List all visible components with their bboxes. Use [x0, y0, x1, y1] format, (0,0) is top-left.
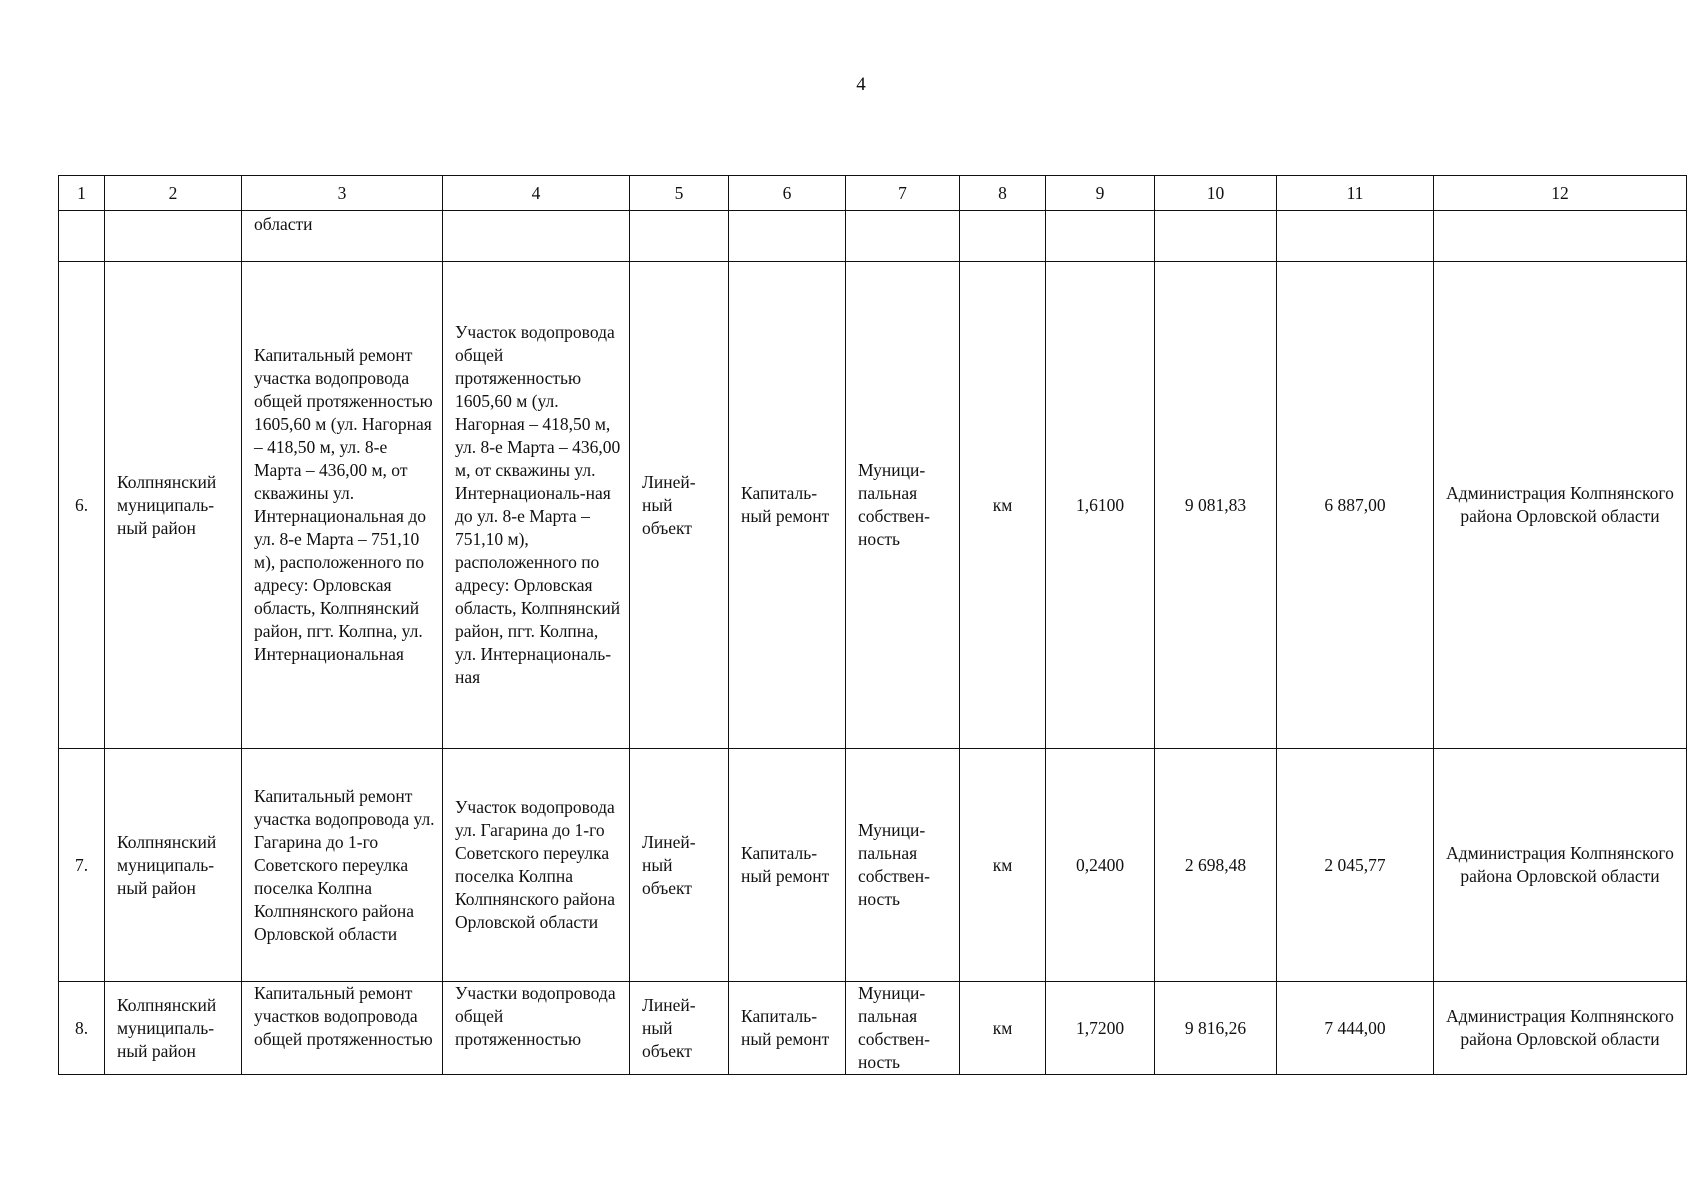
work-type-cell: Капиталь-ный ремонт [729, 262, 846, 749]
municipality-cell: Колпнянский муниципаль-ный район [105, 262, 242, 749]
object-cell: Участок водопровода общей протяженностью 1605,60 м (ул. Нагорная – 418,50 м, ул. 8-е Марта – 436,00 м, от скважины ул. Интернациональ-ная до ул. 8-е Марта – 751,10 м), расположенного по адресу: Орловская область, Колпнянский район, пгт. Колпна, ул. Интернациональ-ная [443, 262, 630, 749]
row-number: 7. [59, 749, 105, 982]
registry-table [58, 175, 1687, 1075]
table-row [59, 262, 1687, 749]
ownership-cell: Муници-пальная собствен-ность [846, 262, 960, 749]
column-number: 7 [846, 176, 960, 211]
cost-part-cell: 2 045,77 [1277, 749, 1434, 982]
table-row [59, 982, 1687, 1075]
customer-cell: Администрация Колпнянского района Орловской области [1434, 982, 1687, 1075]
column-number: 6 [729, 176, 846, 211]
column-number: 2 [105, 176, 242, 211]
cost-part-cell: 7 444,00 [1277, 982, 1434, 1075]
event-cell: Капитальный ремонт участков водопровода общей протяженностью [242, 982, 443, 1075]
object-type-cell: Линей-ный объект [630, 262, 729, 749]
column-number: 10 [1155, 176, 1277, 211]
column-number: 5 [630, 176, 729, 211]
length-cell: 1,7200 [1046, 982, 1155, 1075]
column-number: 3 [242, 176, 443, 211]
empty-cell [443, 211, 630, 262]
column-number: 9 [1046, 176, 1155, 211]
column-number: 8 [960, 176, 1046, 211]
column-number: 4 [443, 176, 630, 211]
continuation-row [59, 211, 1687, 262]
event-cell: Капитальный ремонт участка водопровода ул. Гагарина до 1-го Советского переулка поселка Колпна Колпнянского района Орловской области [242, 749, 443, 982]
event-cell: Капитальный ремонт участка водопровода общей протяженностью 1605,60 м (ул. Нагорная – 418,50 м, ул. 8-е Марта – 436,00 м, от скважины ул. Интернациональная до ул. 8-е Марта – 751,10 м), расположенного по адресу: Орловская область, Колпнянский район, пгт. Колпна, ул. Интернациональная [242, 262, 443, 749]
length-cell: 1,6100 [1046, 262, 1155, 749]
cost-total-cell: 9 081,83 [1155, 262, 1277, 749]
column-number-row [59, 176, 1687, 211]
column-number: 1 [59, 176, 105, 211]
work-type-cell: Капиталь-ный ремонт [729, 982, 846, 1075]
ownership-cell: Муници-пальная собствен-ность [846, 982, 960, 1075]
unit-cell: км [960, 262, 1046, 749]
unit-cell: км [960, 749, 1046, 982]
continuation-text: области [242, 211, 443, 262]
municipality-cell: Колпнянский муниципаль-ный район [105, 982, 242, 1075]
row-number: 6. [59, 262, 105, 749]
ownership-cell: Муници-пальная собствен-ность [846, 749, 960, 982]
empty-cell [1277, 211, 1434, 262]
cost-total-cell: 2 698,48 [1155, 749, 1277, 982]
column-number: 12 [1434, 176, 1687, 211]
work-type-cell: Капиталь-ный ремонт [729, 749, 846, 982]
object-cell: Участок водопровода ул. Гагарина до 1-го Советского переулка поселка Колпна Колпнянского района Орловской области [443, 749, 630, 982]
cost-part-cell: 6 887,00 [1277, 262, 1434, 749]
object-type-cell: Линей-ный объект [630, 982, 729, 1075]
unit-cell: км [960, 982, 1046, 1075]
empty-cell [1155, 211, 1277, 262]
row-number: 8. [59, 982, 105, 1075]
cost-total-cell: 9 816,26 [1155, 982, 1277, 1075]
page-number: 4 [856, 74, 866, 95]
empty-cell [729, 211, 846, 262]
customer-cell: Администрация Колпнянского района Орловской области [1434, 749, 1687, 982]
empty-cell [630, 211, 729, 262]
customer-cell: Администрация Колпнянского района Орловской области [1434, 262, 1687, 749]
empty-cell [59, 211, 105, 262]
column-number: 11 [1277, 176, 1434, 211]
object-cell: Участки водопровода общей протяженностью [443, 982, 630, 1075]
object-type-cell: Линей-ный объект [630, 749, 729, 982]
empty-cell [1434, 211, 1687, 262]
empty-cell [846, 211, 960, 262]
length-cell: 0,2400 [1046, 749, 1155, 982]
table-row [59, 749, 1687, 982]
empty-cell [105, 211, 242, 262]
empty-cell [960, 211, 1046, 262]
empty-cell [1046, 211, 1155, 262]
municipality-cell: Колпнянский муниципаль-ный район [105, 749, 242, 982]
